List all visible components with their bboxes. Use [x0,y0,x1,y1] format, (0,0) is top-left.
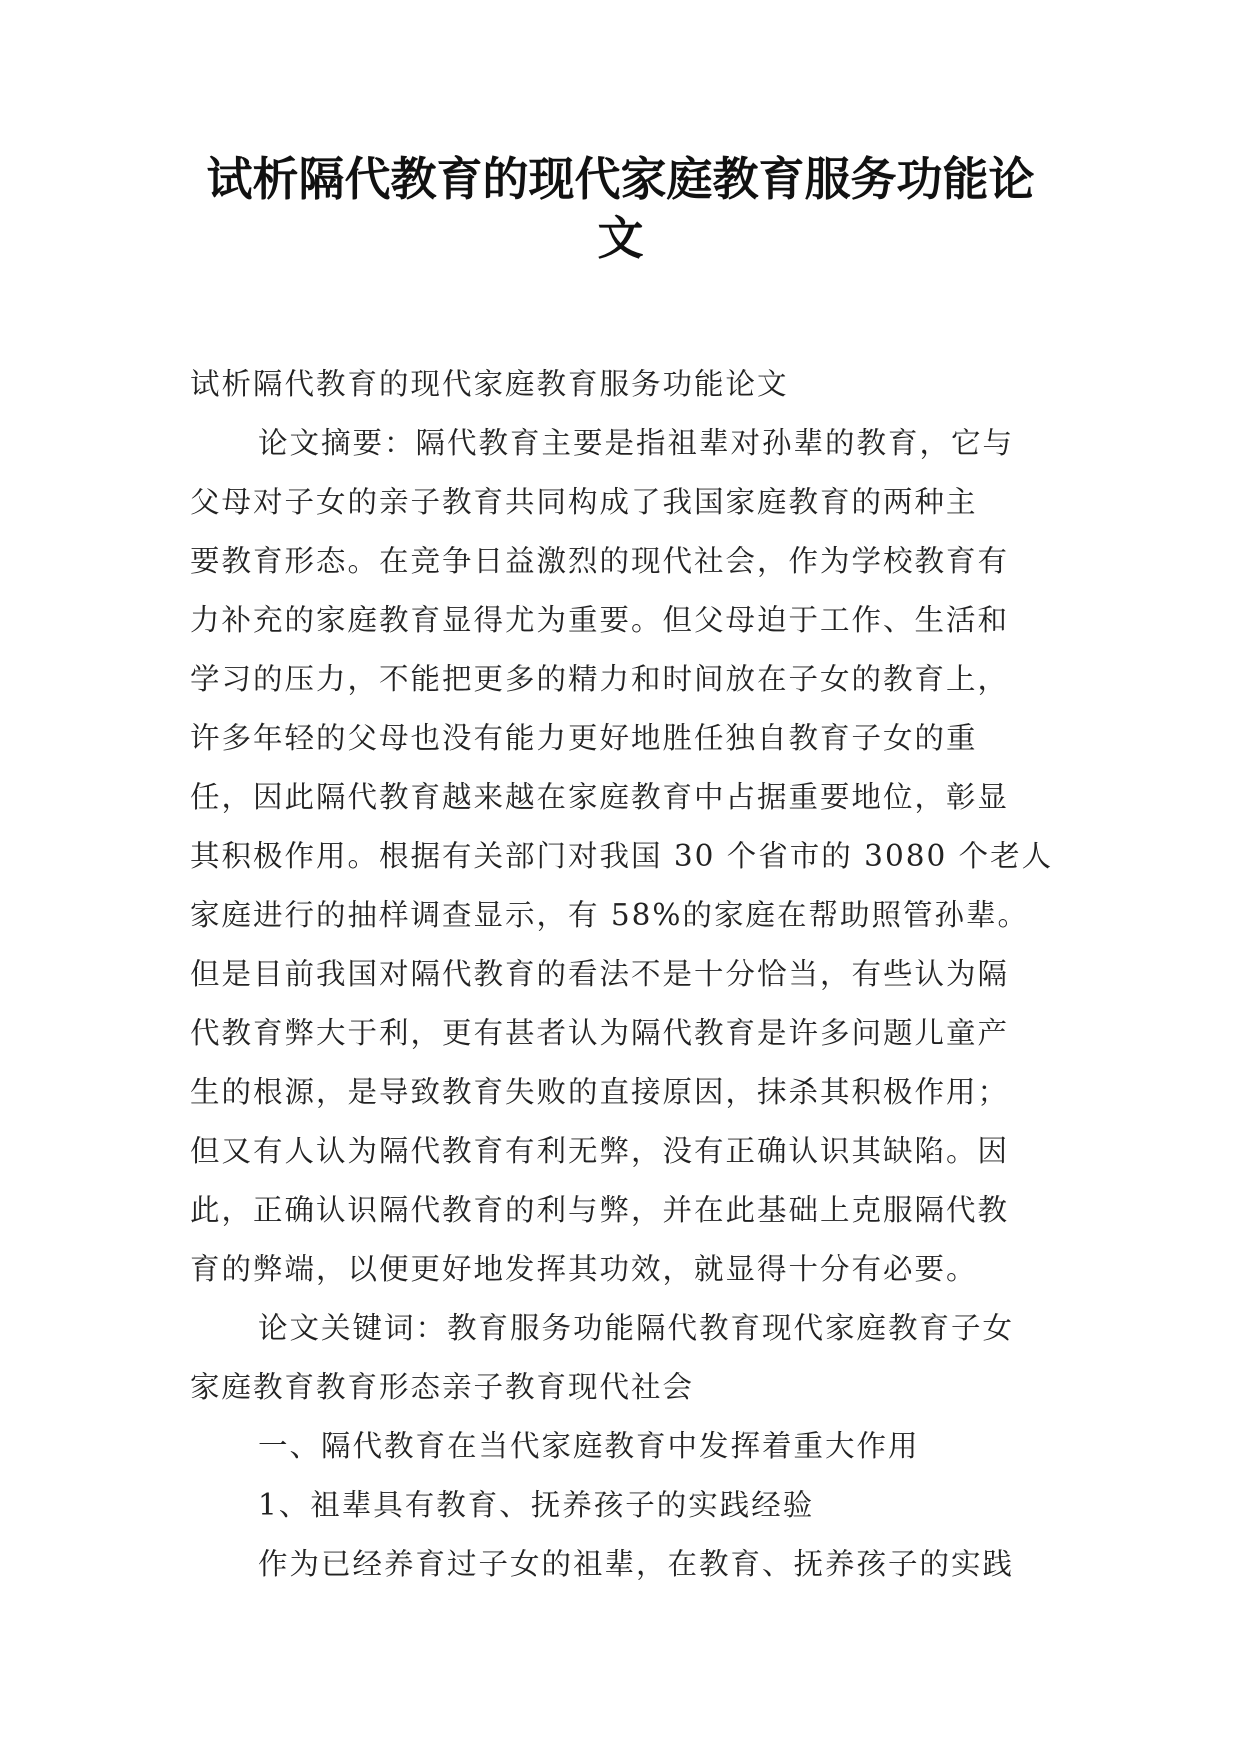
subsection-heading: 1、祖辈具有教育、抚养孩子的实践经验 [258,1488,815,1522]
keywords-line: 家庭教育教育形态亲子教育现代社会 [190,1370,695,1404]
abstract-line: 生的根源，是导致教育失败的直接原因，抹杀其积极作用； [190,1075,1010,1109]
abstract-line: 其积极作用。根据有关部门对我国 30 个省市的 3080 个老人 [190,839,1054,873]
abstract-line: 力补充的家庭教育显得尤为重要。但父母迫于工作、生活和 [190,603,1010,637]
document-subtitle: 试析隔代教育的现代家庭教育服务功能论文 [190,367,789,401]
document-title [150,150,1091,268]
abstract-line: 代教育弊大于利，更有甚者认为隔代教育是许多问题儿童产 [190,1016,1010,1050]
document-body [190,355,1060,1594]
abstract-line: 但是目前我国对隔代教育的看法不是十分恰当，有些认为隔 [190,957,1010,991]
abstract-line: 许多年轻的父母也没有能力更好地胜任独自教育子女的重 [190,721,978,755]
abstract-line: 但又有人认为隔代教育有利无弊，没有正确认识其缺陷。因 [190,1134,1010,1168]
title-line: 试析隔代教育的现代家庭教育服务功能论 [206,152,1035,206]
abstract-line: 学习的压力，不能把更多的精力和时间放在子女的教育上， [190,662,1010,696]
paragraph-line: 作为已经养育过子女的祖辈，在教育、抚养孩子的实践 [258,1547,1015,1581]
abstract-line: 任，因此隔代教育越来越在家庭教育中占据重要地位，彰显 [190,780,1010,814]
abstract-line: 要教育形态。在竞争日益激烈的现代社会，作为学校教育有 [190,544,1010,578]
abstract-line: 论文摘要：隔代教育主要是指祖辈对孙辈的教育，它与 [258,426,1015,460]
abstract-line: 育的弊端，以便更好地发挥其功效，就显得十分有必要。 [190,1252,978,1286]
abstract-line: 父母对子女的亲子教育共同构成了我国家庭教育的两种主 [190,485,978,519]
title-line: 文 [597,211,644,265]
section-heading: 一、隔代教育在当代家庭教育中发挥着重大作用 [258,1429,920,1463]
abstract-line: 家庭进行的抽样调查显示，有 58%的家庭在帮助照管孙辈。 [190,898,1029,932]
keywords-line: 论文关键词：教育服务功能隔代教育现代家庭教育子女 [258,1311,1015,1345]
abstract-line: 此，正确认识隔代教育的利与弊，并在此基础上克服隔代教 [190,1193,1010,1227]
